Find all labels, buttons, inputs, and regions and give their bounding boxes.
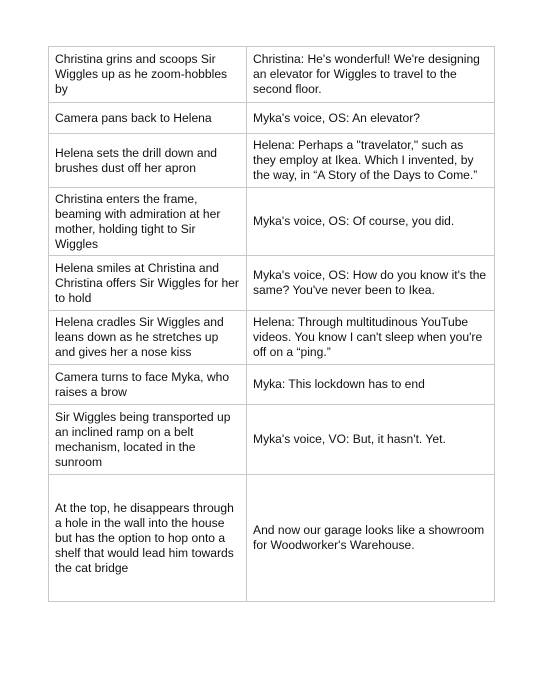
table-row (49, 256, 495, 311)
table-row (49, 134, 495, 188)
action-cell: Christina enters the frame, beaming with admiration at her mother, holding tight to Sir Wiggles (49, 188, 247, 256)
dialogue-cell: Helena: Through multitudinous YouTube videos. You know I can't sleep when you're off on a “ping.” (247, 311, 495, 365)
table-row (49, 365, 495, 405)
action-cell: At the top, he disappears through a hole in the wall into the house but has the option to hop onto a shelf that would lead him towards the cat bridge (49, 475, 247, 602)
dialogue-cell: Myka's voice, OS: How do you know it's the same? You've never been to Ikea. (247, 256, 495, 311)
script-table (48, 46, 495, 602)
action-cell: Camera pans back to Helena (49, 103, 247, 134)
dialogue-cell: Christina: He's wonderful! We're designing an elevator for Wiggles to travel to the second floor. (247, 47, 495, 103)
action-cell: Helena cradles Sir Wiggles and leans down as he stretches up and gives her a nose kiss (49, 311, 247, 365)
dialogue-cell: Myka's voice, OS: An elevator? (247, 103, 495, 134)
action-cell: Helena smiles at Christina and Christina offers Sir Wiggles for her to hold (49, 256, 247, 311)
action-cell: Christina grins and scoops Sir Wiggles up as he zoom-hobbles by (49, 47, 247, 103)
action-cell: Camera turns to face Myka, who raises a brow (49, 365, 247, 405)
dialogue-cell: Myka: This lockdown has to end (247, 365, 495, 405)
action-cell: Helena sets the drill down and brushes dust off her apron (49, 134, 247, 188)
table-row (49, 311, 495, 365)
dialogue-cell: And now our garage looks like a showroom for Woodworker's Warehouse. (247, 475, 495, 602)
table-row (49, 47, 495, 103)
table-row (49, 103, 495, 134)
dialogue-cell: Helena: Perhaps a "travelator," such as they employ at Ikea. Which I invented, by the way, in “A Story of the Days to Come.” (247, 134, 495, 188)
dialogue-cell: Myka's voice, VO: But, it hasn't. Yet. (247, 405, 495, 475)
table-row (49, 188, 495, 256)
table-row (49, 475, 495, 602)
table-row (49, 405, 495, 475)
dialogue-cell: Myka's voice, OS: Of course, you did. (247, 188, 495, 256)
action-cell: Sir Wiggles being transported up an inclined ramp on a belt mechanism, located in the sunroom (49, 405, 247, 475)
